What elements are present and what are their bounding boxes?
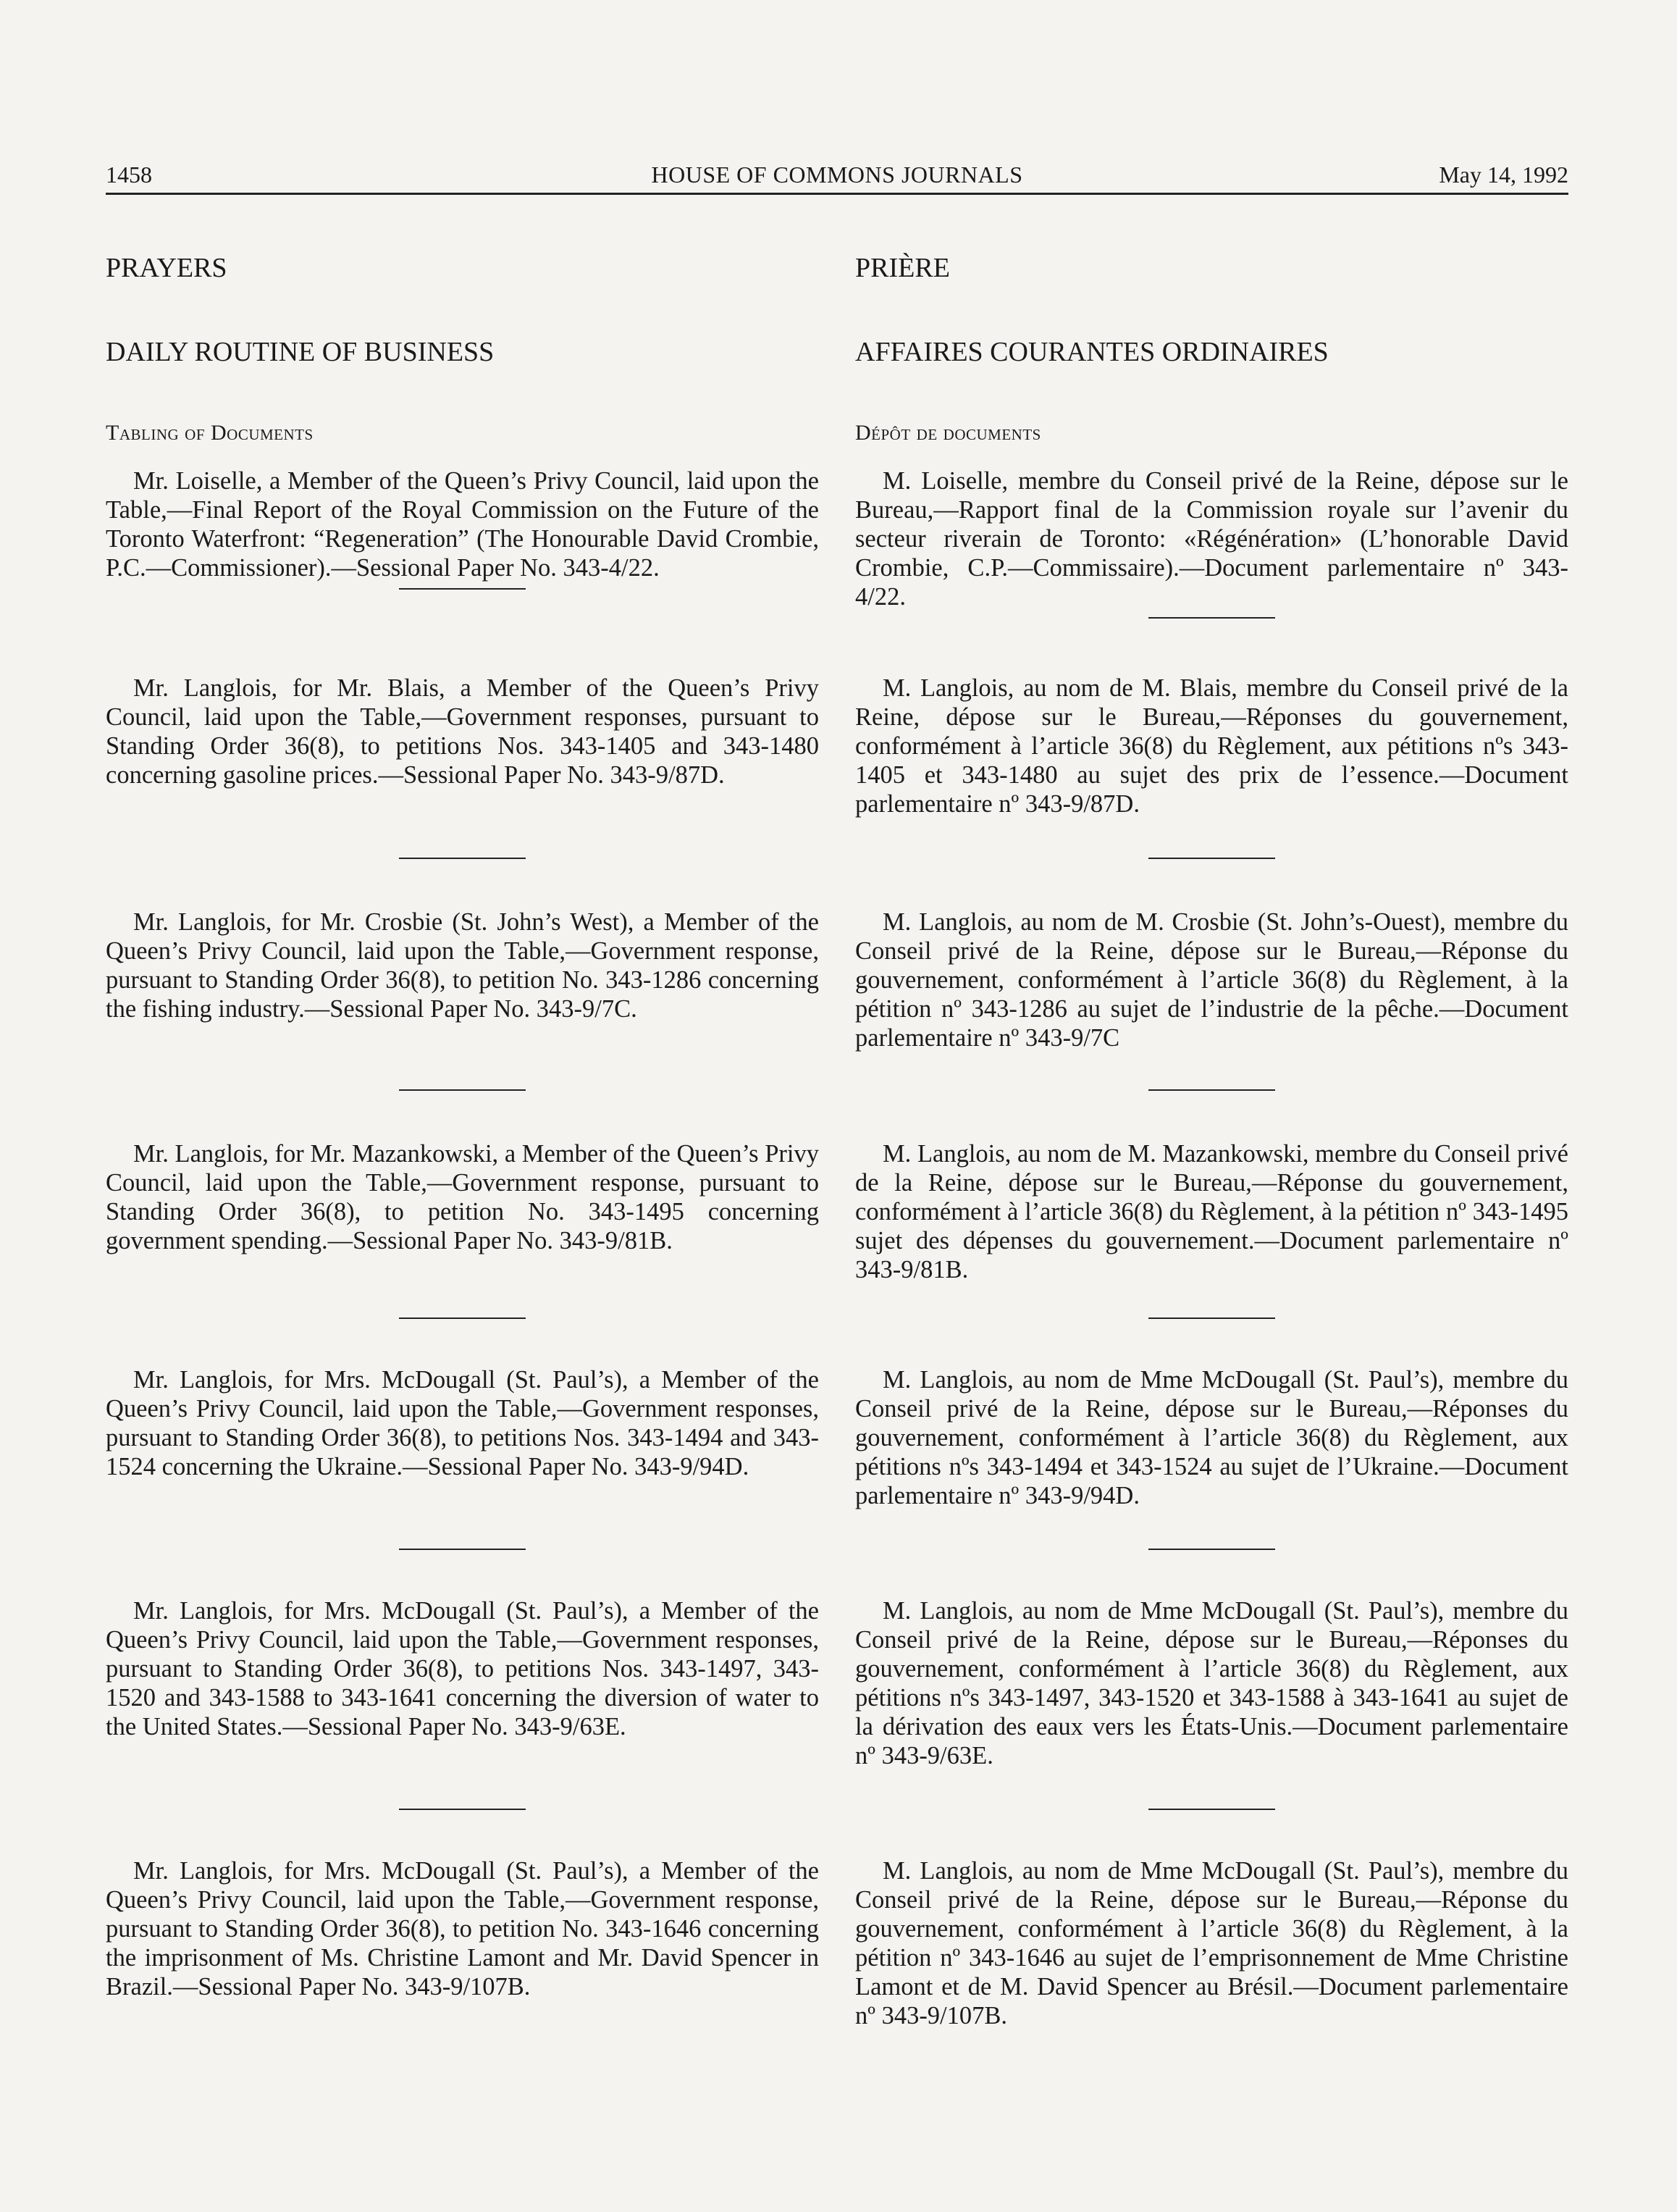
entry-text: Mr. Loiselle, a Member of the Queen’s Privy Council, laid upon the Table,—Final Report of the Royal Commission on the Future of the Toronto Waterfront: “Regeneration” (The Honourable David Crombie, P.C.—Commissioner).—Sessional Paper No. 343-4/22. — [106, 467, 819, 582]
separator-rule — [1148, 1549, 1275, 1550]
tabling-heading: Tabling of Documents — [106, 421, 314, 445]
page-number: 1458 — [106, 162, 152, 188]
french-column — [855, 246, 1568, 2029]
separator-rule — [1148, 1317, 1275, 1319]
entry — [106, 466, 819, 590]
entry — [855, 1596, 1568, 1770]
tabling-heading: Dépôt de documents — [855, 421, 1041, 445]
entry-text: M. Langlois, au nom de Mme McDougall (St. Paul’s), membre du Conseil privé de la Reine, dépose sur le Bureau,—Réponse du gouvernement, conformément à l’article 36(8) du Règlement, à la pétition nº 343-1646 au sujet de l’emprisonnement de Mme Christine Lamont et de M. David Spencer au Brésil.—Document parlementaire nº 343-9/107B. — [855, 1857, 1568, 2029]
separator-rule — [399, 588, 526, 590]
separator-rule — [399, 1317, 526, 1319]
entry — [855, 908, 1568, 1052]
entry-text: M. Loiselle, membre du Conseil privé de la Reine, dépose sur le Bureau,—Rapport final de la Commission royale sur l’avenir du secteur riverain de Toronto: «Régénération» (L’honorable David Crombie, C.P.—Commissaire).—Document parlementaire nº 343-4/22. — [855, 467, 1568, 611]
entry — [106, 908, 819, 1023]
separator-rule — [1148, 617, 1275, 619]
page-date: May 14, 1992 — [1439, 162, 1568, 188]
entry-text: M. Langlois, au nom de Mme McDougall (St. Paul’s), membre du Conseil privé de la Reine, dépose sur le Bureau,—Réponses du gouvernement, conformément à l’article 36(8) du Règlement, aux pétitions nºs 343-1497, 343-1520 et 343-1588 à 343-1641 au sujet de la dérivation des eaux vers les États-Unis.—Document parlementaire nº 343-9/63E. — [855, 1597, 1568, 1769]
separator-rule — [399, 1549, 526, 1550]
routine-heading: AFFAIRES COURANTES ORDINAIRES — [855, 337, 1329, 367]
entry — [855, 1365, 1568, 1510]
entry — [106, 674, 819, 789]
entry — [855, 466, 1568, 619]
entry-text: M. Langlois, au nom de M. Mazankowski, membre du Conseil privé de la Reine, dépose sur le Bureau,—Réponse du gouvernement, conformément à l’article 36(8) du Règlement, à la pétition nº 343-1495 sujet des dépenses du gouvernement.—Document parlementaire nº 343-9/81B. — [855, 1140, 1568, 1283]
separator-rule — [399, 858, 526, 859]
page-header — [106, 158, 1568, 195]
entry-text: Mr. Langlois, for Mr. Mazankowski, a Member of the Queen’s Privy Council, laid upon the Table,—Government response, pursuant to Standing Order 36(8), to petition No. 343-1495 concerning government spending.—Sessional Paper No. 343-9/81B. — [106, 1140, 819, 1254]
entry-text: Mr. Langlois, for Mr. Crosbie (St. John’s West), a Member of the Queen’s Privy Council, laid upon the Table,—Government response, pursuant to Standing Order 36(8), to petition No. 343-1286 concerning the fishing industry.—Sessional Paper No. 343-9/7C. — [106, 908, 819, 1023]
entry-text: Mr. Langlois, for Mrs. McDougall (St. Paul’s), a Member of the Queen’s Privy Council, laid upon the Table,—Government response, pursuant to Standing Order 36(8), to petition No. 343-1646 concerning the imprisonment of Ms. Christine Lamont and Mr. David Spencer in Brazil.—Sessional Paper No. 343-9/107B. — [106, 1857, 819, 2001]
entry-text: Mr. Langlois, for Mr. Blais, a Member of the Queen’s Privy Council, laid upon the Table,—Government responses, pursuant to Standing Order 36(8), to petitions Nos. 343-1405 and 343-1480 concerning gasoline prices.—Sessional Paper No. 343-9/87D. — [106, 674, 819, 789]
entry-text: Mr. Langlois, for Mrs. McDougall (St. Paul’s), a Member of the Queen’s Privy Council, laid upon the Table,—Government responses, pursuant to Standing Order 36(8), to petitions Nos. 343-1497, 343-1520 and 343-1588 to 343-1641 concerning the diversion of water to the United States.—Sessional Paper No. 343-9/63E. — [106, 1597, 819, 1740]
prayers-heading: PRAYERS — [106, 253, 227, 283]
routine-heading: DAILY ROUTINE OF BUSINESS — [106, 337, 495, 367]
entry-text: M. Langlois, au nom de Mme McDougall (St. Paul’s), membre du Conseil privé de la Reine, dépose sur le Bureau,—Réponses du gouvernement, conformément à l’article 36(8) du Règlement, aux pétitions nºs 343-1494 et 343-1524 au sujet de l’Ukraine.—Document parlementaire nº 343-9/94D. — [855, 1366, 1568, 1509]
separator-rule — [1148, 1809, 1275, 1810]
separator-rule — [399, 1809, 526, 1810]
prayers-heading: PRIÈRE — [855, 253, 950, 283]
entry — [855, 1856, 1568, 2030]
entry — [106, 1596, 819, 1741]
english-column — [106, 246, 819, 2001]
entry — [855, 674, 1568, 818]
entry-text: Mr. Langlois, for Mrs. McDougall (St. Paul’s), a Member of the Queen’s Privy Council, laid upon the Table,—Government responses, pursuant to Standing Order 36(8), to petitions Nos. 343-1494 and 343-1524 concerning the Ukraine.—Sessional Paper No. 343-9/94D. — [106, 1366, 819, 1480]
entry — [855, 1139, 1568, 1284]
entry — [106, 1139, 819, 1255]
entry-text: M. Langlois, au nom de M. Blais, membre du Conseil privé de la Reine, dépose sur le Bureau,—Réponses du gouvernement, conformément à l’article 36(8) du Règlement, aux pétitions nºs 343-1405 et 343-1480 au sujet des prix de l’essence.—Document parlementaire nº 343-9/87D. — [855, 674, 1568, 818]
entry-text: M. Langlois, au nom de M. Crosbie (St. John’s-Ouest), membre du Conseil privé de la Reine, dépose sur le Bureau,—Réponse du gouvernement, conformément à l’article 36(8) du Règlement, à la pétition nº 343-1286 au sujet de l’industrie de la pêche.—Document parlementaire nº 343-9/7C — [855, 908, 1568, 1052]
entry — [106, 1856, 819, 2001]
separator-rule — [399, 1089, 526, 1091]
entry — [106, 1365, 819, 1481]
separator-rule — [1148, 858, 1275, 859]
separator-rule — [1148, 1089, 1275, 1091]
journal-title: HOUSE OF COMMONS JOURNALS — [651, 162, 1023, 188]
